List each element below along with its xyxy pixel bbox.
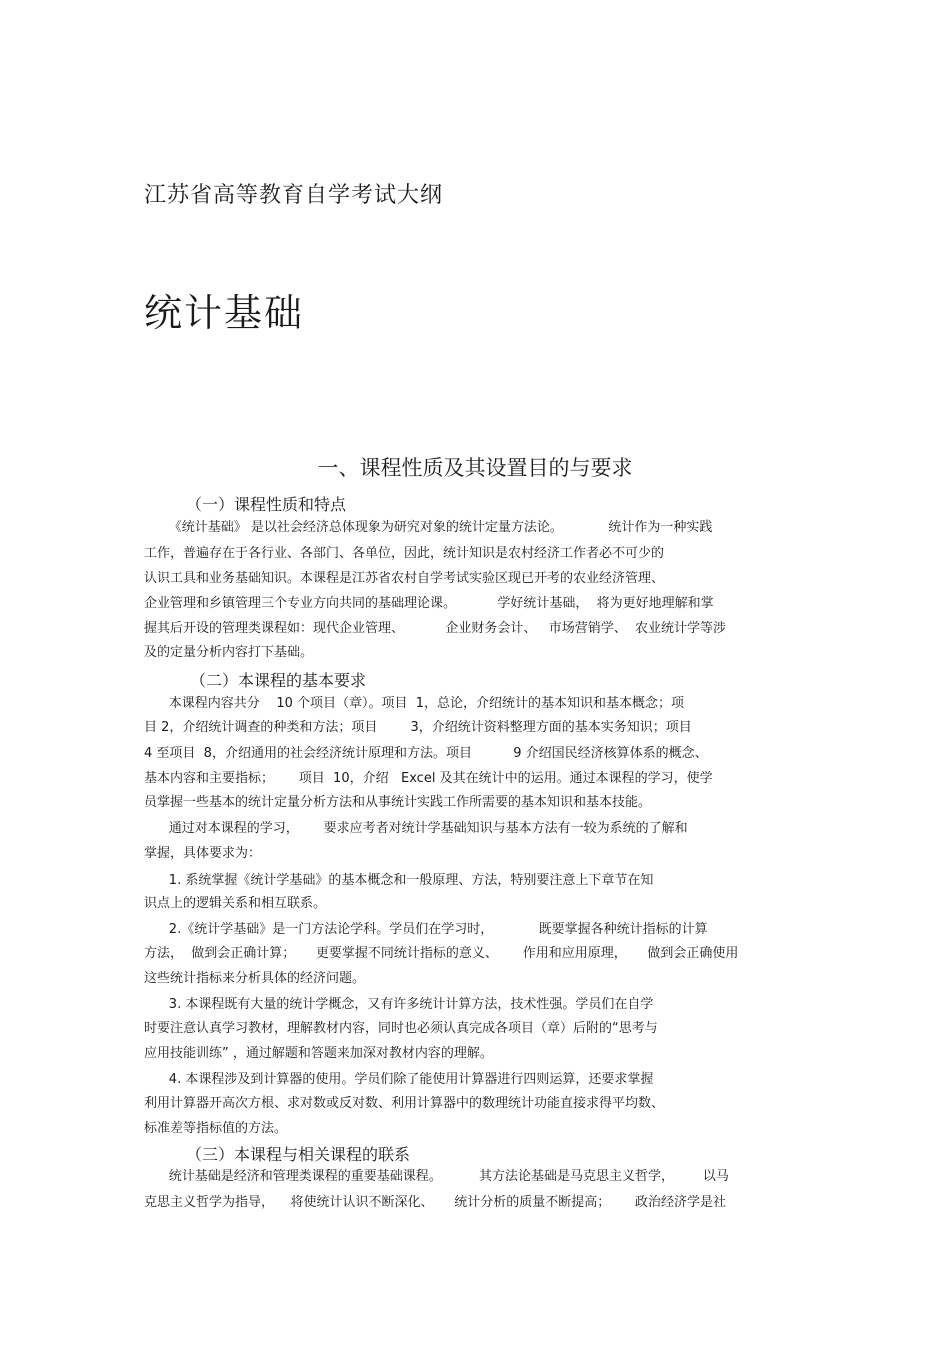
paragraph-line: 员掌握一些基本的统计定量分析方法和从事统计实践工作所需要的基本知识和基本技能。: [144, 795, 652, 810]
list-item-line: 应用技能训练” ，通过解题和答题来加深对教材内容的理解。: [144, 1046, 493, 1061]
list-item-line: 方法， 做到会正确计算； 更要掌握不同统计指标的意义、 作用和应用原理， 做到会正确使用: [144, 946, 739, 961]
paragraph-line: 目 2，介绍统计调查的种类和方法；项目 3，介绍统计资料整理方面的基本实务知识；项目: [144, 720, 692, 735]
list-item-line: 识点上的逻辑关系和相互联系。: [144, 896, 327, 911]
list-item-line: 标准差等指标值的方法。: [144, 1121, 288, 1136]
paragraph-line: 统计基础是经济和管理类课程的重要基础课程。 其方法论基础是马克思主义哲学， 以马: [144, 1169, 729, 1184]
list-item-line: 2.《统计学基础》是一门方法论学科。学员们在学习时， 既要掌握各种统计指标的计算: [144, 922, 708, 937]
course-title: 统计基础: [144, 291, 305, 335]
paragraph-line: 《统计基础》 是以社会经济总体现象为研究对象的统计定量方法论。 统计作为一种实践: [144, 520, 713, 535]
section-heading-requirements: （二）本课程的基本要求: [190, 671, 367, 690]
paragraph-line: 工作，普遍存在于各行业、各部门、各单位，因此，统计知识是农村经济工作者必不可少的: [144, 546, 665, 561]
section-heading-nature: （一）课程性质和特点: [186, 495, 347, 514]
paragraph-line: 克思主义哲学为指导， 将使统计认识不断深化、 统计分析的质量不断提高； 政治经济学是社: [144, 1195, 726, 1210]
list-item-line: 3. 本课程既有大量的统计学概念，又有许多统计计算方法，技术性强。学员们在自学: [144, 997, 654, 1012]
paragraph-line: 认识工具和业务基础知识。本课程是江苏省农村自学考试实验区现已开考的农业经济管理、: [144, 571, 665, 586]
paragraph-line: 握其后开设的管理类课程如：现代企业管理、 企业财务会计、 市场营销学、 农业统计学等涉: [144, 621, 726, 636]
paragraph-line: 基本内容和主要指标； 项目 10，介绍 Excel 及其在统计中的运用。通过本课程的学习，使学: [144, 771, 713, 786]
paragraph-line: 及的定量分析内容打下基础。: [144, 645, 314, 660]
list-item-line: 4. 本课程涉及到计算器的使用。学员们除了能使用计算器进行四则运算，还要求掌握: [144, 1072, 654, 1087]
section-heading-related-courses: （三）本课程与相关课程的联系: [186, 1145, 411, 1164]
list-item-line: 1. 系统掌握《统计学基础》的基本概念和一般原理、方法，特别要注意上下章节在知: [144, 873, 654, 888]
paragraph-line: 企业管理和乡镇管理三个专业方向共同的基础理论课。 学好统计基础， 将为更好地理解和掌: [144, 596, 714, 611]
paragraph-line: 本课程内容共分 10 个项目（章）。项目 1，总论，介绍统计的基本知识和基本概念；项: [144, 696, 685, 711]
paragraph-line: 4 至项目 8，介绍通用的社会经济统计原理和方法。项目 9 介绍国民经济核算体系的概念、: [144, 746, 708, 761]
chapter-heading: 一、课程性质及其设置目的与要求: [317, 456, 633, 480]
paragraph-line: 通过对本课程的学习， 要求应考者对统计学基础知识与基本方法有一较为系统的了解和: [144, 821, 688, 836]
paragraph-line: 掌握，具体要求为：: [144, 846, 262, 861]
list-item-line: 利用计算器开高次方根、求对数或反对数、利用计算器中的数理统计功能直接求得平均数、: [144, 1096, 665, 1111]
exam-outline-supertitle: 江苏省高等教育自学考试大纲: [144, 183, 444, 208]
list-item-line: 这些统计指标来分析具体的经济问题。: [144, 971, 366, 986]
list-item-line: 时要注意认真学习教材，理解教材内容，同时也必须认真完成各项目（章）后附的“思考与: [144, 1021, 658, 1036]
